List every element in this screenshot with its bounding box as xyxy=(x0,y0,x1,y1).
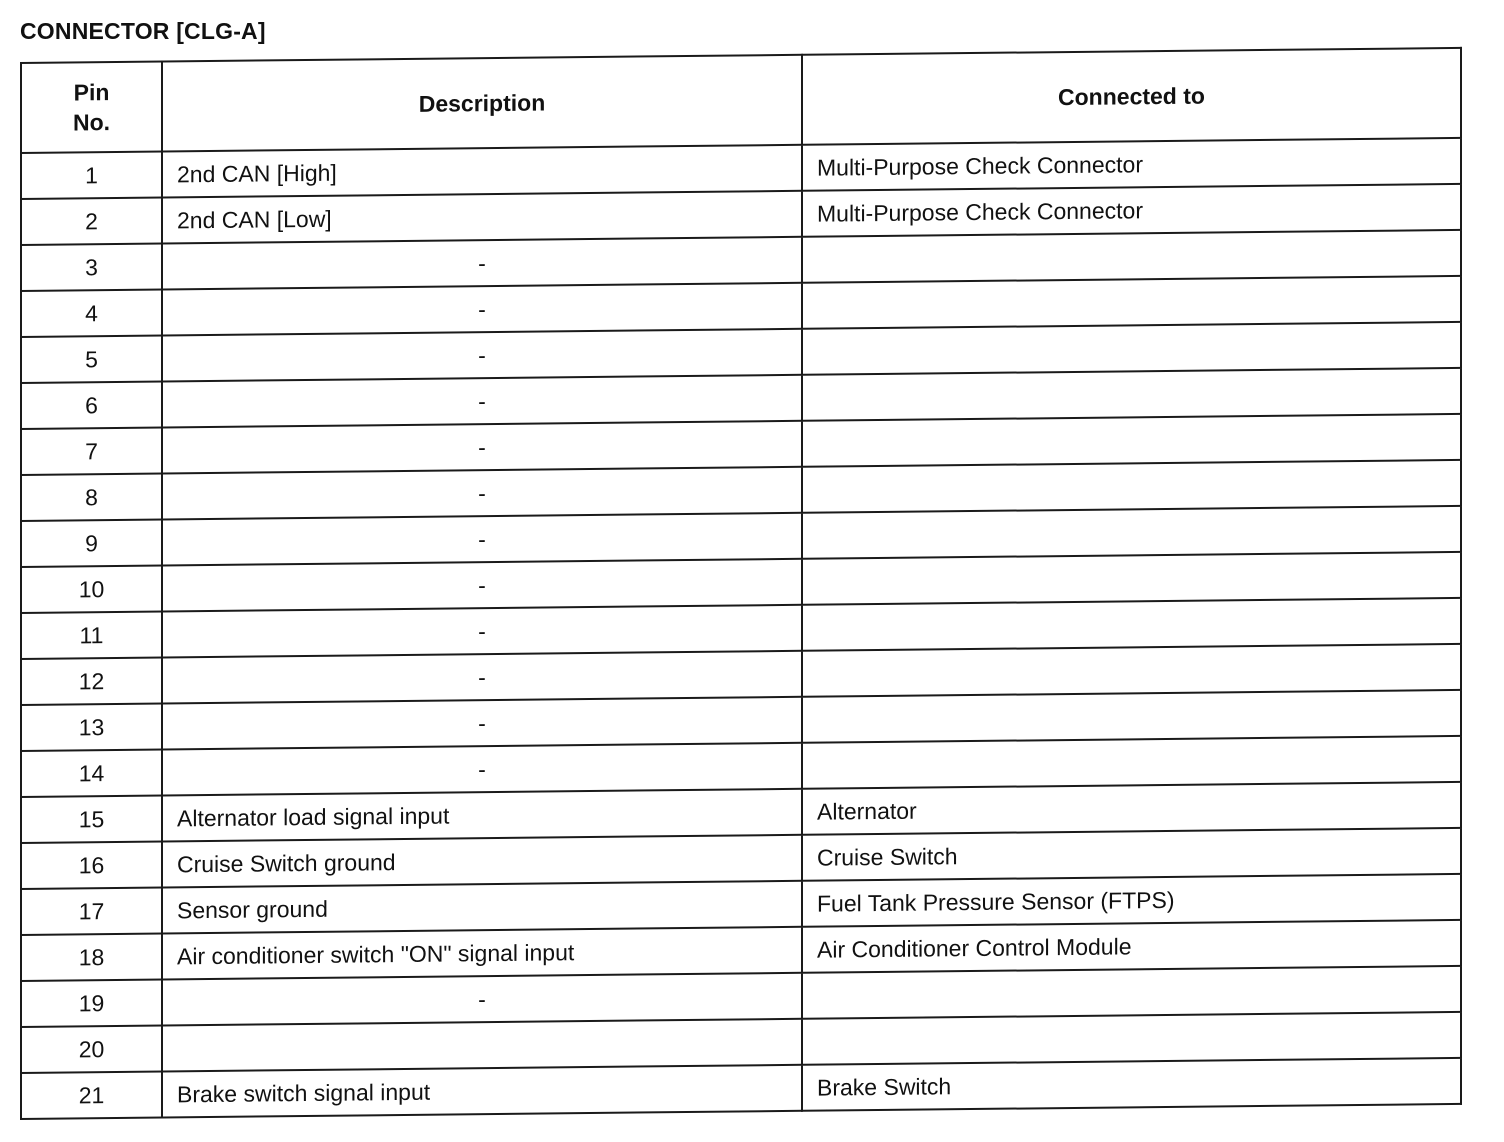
connected-to-cell xyxy=(802,598,1461,651)
description-cell: - xyxy=(162,375,802,428)
description-cell: - xyxy=(162,605,802,658)
connected-to-cell xyxy=(802,322,1461,375)
connector-title: CONNECTOR [CLG-A] xyxy=(20,18,266,44)
pin-number-cell: 11 xyxy=(21,612,162,659)
pin-no-header xyxy=(21,62,162,153)
connected-to-cell xyxy=(802,276,1461,329)
description-header: Description xyxy=(162,55,802,152)
connected-to-cell xyxy=(802,966,1461,1019)
description-cell: - xyxy=(162,651,802,704)
pin-number-cell: 8 xyxy=(21,474,162,521)
connected-to-cell: Multi-Purpose Check Connector xyxy=(802,184,1461,237)
description-cell: Air conditioner switch "ON" signal input xyxy=(162,927,802,980)
connected-to-cell: Cruise Switch xyxy=(802,828,1461,881)
description-cell: 2nd CAN [Low] xyxy=(162,191,802,244)
pin-number-cell: 10 xyxy=(21,566,162,613)
pin-number-cell: 7 xyxy=(21,428,162,475)
description-cell: - xyxy=(162,513,802,566)
connected-to-cell xyxy=(802,230,1461,283)
connected-to-header: Connected to xyxy=(802,48,1461,145)
connected-to-cell: Alternator xyxy=(802,782,1461,835)
pin-number-cell: 12 xyxy=(21,658,162,705)
description-cell: - xyxy=(162,329,802,382)
pin-number-cell: 2 xyxy=(21,198,162,245)
connected-to-cell xyxy=(802,368,1461,421)
pin-number-cell: 6 xyxy=(21,382,162,429)
description-cell: - xyxy=(162,973,802,1026)
connected-to-cell xyxy=(802,414,1461,467)
connected-to-cell: Fuel Tank Pressure Sensor (FTPS) xyxy=(802,874,1461,927)
pin-number-cell: 15 xyxy=(21,796,162,843)
connected-to-cell: Air Conditioner Control Module xyxy=(802,920,1461,973)
pin-header-line1: Pin xyxy=(73,79,110,106)
pin-number-cell: 19 xyxy=(21,980,162,1027)
pin-number-cell: 9 xyxy=(21,520,162,567)
pin-number-cell: 18 xyxy=(21,934,162,981)
description-cell: - xyxy=(162,697,802,750)
description-cell: Cruise Switch ground xyxy=(162,835,802,888)
connected-to-cell: Brake Switch xyxy=(802,1058,1461,1111)
description-cell: - xyxy=(162,467,802,520)
pin-table xyxy=(20,47,1462,1120)
description-cell: - xyxy=(162,237,802,290)
pin-number-cell: 17 xyxy=(21,888,162,935)
pin-header-line2: No. xyxy=(72,109,111,136)
pin-number-cell: 1 xyxy=(21,152,162,199)
description-cell: Alternator load signal input xyxy=(162,789,802,842)
description-cell: - xyxy=(162,421,802,474)
description-cell: - xyxy=(162,743,802,796)
pin-number-cell: 13 xyxy=(21,704,162,751)
table-header-row xyxy=(21,48,1461,153)
description-cell: - xyxy=(162,283,802,336)
description-cell: - xyxy=(162,559,802,612)
description-cell: 2nd CAN [High] xyxy=(162,145,802,198)
connected-to-cell xyxy=(802,644,1461,697)
description-cell: Sensor ground xyxy=(162,881,802,934)
connected-to-cell xyxy=(802,506,1461,559)
connected-to-cell xyxy=(802,552,1461,605)
description-cell xyxy=(162,1019,802,1072)
connected-to-cell xyxy=(802,736,1461,789)
table-body xyxy=(21,138,1461,1119)
description-cell: Brake switch signal input xyxy=(162,1065,802,1118)
connected-to-cell xyxy=(802,1012,1461,1065)
connected-to-cell xyxy=(802,690,1461,743)
pin-number-cell: 21 xyxy=(21,1072,162,1119)
connected-to-cell xyxy=(802,460,1461,513)
pin-number-cell: 5 xyxy=(21,336,162,383)
pin-number-cell: 4 xyxy=(21,290,162,337)
pin-table-container xyxy=(20,47,1460,1120)
pin-number-cell: 20 xyxy=(21,1026,162,1073)
pin-number-cell: 3 xyxy=(21,244,162,291)
connected-to-cell: Multi-Purpose Check Connector xyxy=(802,138,1461,191)
pin-number-cell: 14 xyxy=(21,750,162,797)
pin-number-cell: 16 xyxy=(21,842,162,889)
